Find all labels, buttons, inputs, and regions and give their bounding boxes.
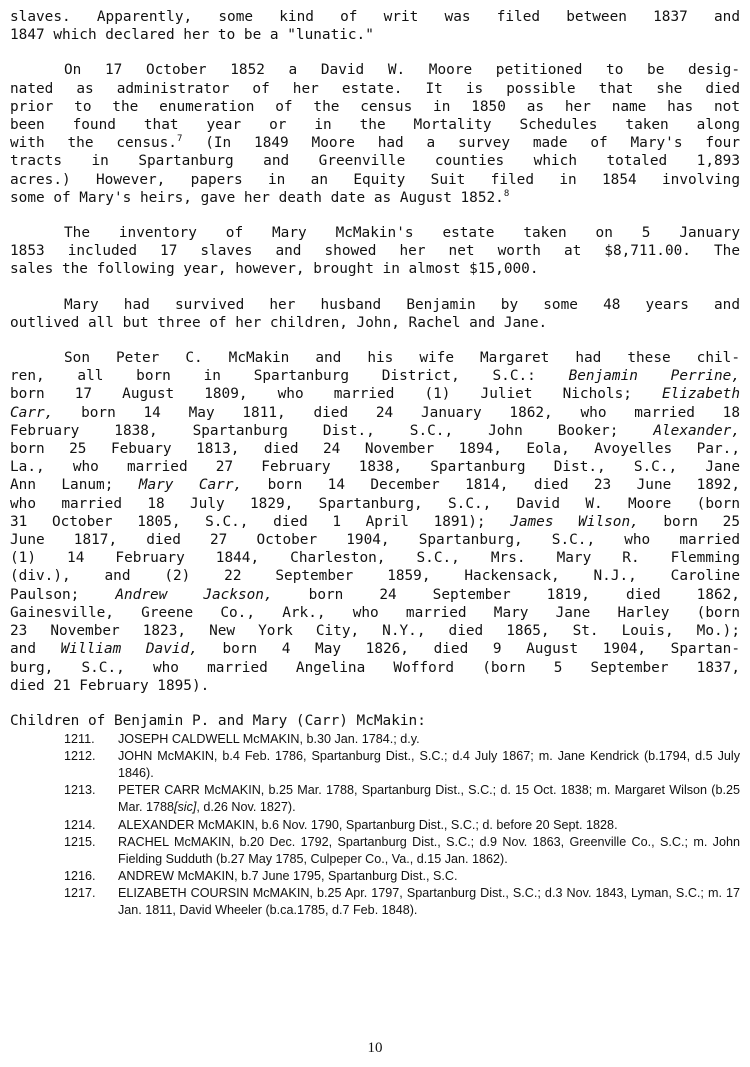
child-name: Alexander, xyxy=(653,422,740,439)
child-name: James Wilson, xyxy=(510,513,639,530)
text-line xyxy=(10,422,740,440)
text-line: Son Peter C. McMakin and his wife Margaret had these chil- xyxy=(64,350,740,367)
child-name: Mary Carr, xyxy=(138,477,243,494)
children-heading: Children of Benjamin P. and Mary (Carr) McMakin: xyxy=(10,712,426,729)
text-line: La., who married 27 February 1838, Spartanburg Dist., S.C., Jane xyxy=(10,459,740,476)
text-segment: some of Mary's heirs, gave her death date as August 1852. xyxy=(10,189,504,206)
entry-text: JOSEPH CALDWELL McMAKIN, b.30 Jan. 1784.; d.y. xyxy=(118,732,420,747)
text-segment: February 1838, Spartanburg Dist., S.C., John Booker; xyxy=(10,422,619,439)
text-line: The inventory of Mary McMakin's estate taken on 5 January xyxy=(64,225,740,242)
list-item xyxy=(64,885,740,919)
entry-text xyxy=(118,782,740,816)
text-line: slaves. Apparently, some kind of writ was filed between 1837 and xyxy=(10,9,740,25)
text-line: sales the following year, however, brought in almost $15,000. xyxy=(10,261,539,278)
entry-number: 1214. xyxy=(64,817,96,832)
entry-number: 1211. xyxy=(64,732,95,747)
entry-number: 1216. xyxy=(64,868,96,883)
document-page xyxy=(10,8,740,919)
entry-text: ELIZABETH COURSIN McMAKIN, b.25 Apr. 1797, Spartanburg Dist., S.C.; d.3 Nov. 1843, Lyman, S.C.; m. 17 Jan. 1811, David Wheeler (b.ca.1785, d.7 Feb. 1848). xyxy=(118,885,740,918)
text-segment: PETER CARR McMAKIN, b.25 Mar. 1788, Spartanburg Dist., S.C.; d. 15 Oct. 1838; m. Margaret Wilson (b.25 Mar. 1788 xyxy=(118,783,740,815)
text-line: 23 November 1823, New York City, N.Y., died 1865, St. Louis, Mo.); xyxy=(10,623,740,640)
list-item xyxy=(64,834,740,868)
text-line: June 1817, died 27 October 1904, Spartanburg, S.C., who married xyxy=(10,532,740,549)
text-line: acres.) However, papers in an Equity Suit filed in 1854 involving xyxy=(10,171,740,188)
entry-number: 1217. xyxy=(64,885,96,900)
list-item xyxy=(64,782,740,816)
paragraph-lunatic-writ xyxy=(10,8,740,44)
child-name: Elizabeth xyxy=(662,386,740,403)
paragraph-peter-children xyxy=(10,349,740,695)
entry-text: JOHN McMAKIN, b.4 Feb. 1786, Spartanburg Dist., S.C.; d.4 July 1867; m. Jane Kendrick (b.1794, d.5 July 1846). xyxy=(118,749,740,781)
text-segment: born 24 September 1819, died 1862, xyxy=(272,586,740,603)
text-segment: , d.26 Nov. 1827). xyxy=(196,800,296,815)
text-line: nated as administrator of her estate. It is possible that she died xyxy=(10,80,740,97)
text-line: 1853 included 17 slaves and showed her net worth at $8,711.00. The xyxy=(10,243,740,260)
child-name: William David, xyxy=(60,641,198,658)
children-list xyxy=(10,731,740,919)
text-line xyxy=(10,586,740,604)
text-line xyxy=(10,476,740,494)
paragraph-survived xyxy=(10,296,740,332)
text-segment: born 17 August 1809, who married (1) Juliet Nichols; xyxy=(10,386,632,403)
text-line: Mary had survived her husband Benjamin by some 48 years and xyxy=(64,296,740,313)
child-name: Carr, xyxy=(10,404,54,421)
paragraph-administrator xyxy=(10,61,740,207)
child-name: Andrew Jackson, xyxy=(115,586,273,603)
paragraph-inventory xyxy=(10,224,740,279)
list-item xyxy=(64,748,740,782)
entry-text: RACHEL McMAKIN, b.20 Dec. 1792, Spartanburg Dist., S.C.; d.9 Nov. 1863, Greenville Co., S.C.; m. John Fielding Sudduth (b.27 May 1785, Culpeper Co., Va., d.15 Jan. 1862). xyxy=(118,834,740,866)
text-line: born 25 Febuary 1813, died 24 November 1894, Eola, Avoyelles Par., xyxy=(10,441,740,458)
text-line xyxy=(10,385,740,403)
text-line xyxy=(10,513,740,531)
text-line: On 17 October 1852 a David W. Moore petitioned to be desig- xyxy=(64,62,740,79)
entry-text: ALEXANDER McMAKIN, b.6 Nov. 1790, Spartanburg Dist., S.C.; d. before 20 Sept. 1828. xyxy=(118,817,618,832)
page-number: 10 xyxy=(367,1040,383,1056)
text-segment: born 25 xyxy=(638,513,740,530)
text-line: been found that year or in the Mortality Schedules taken along xyxy=(10,117,740,134)
text-line: tracts in Spartanburg and Greenville counties which totaled 1,893 xyxy=(10,153,740,170)
text-line: (1) 14 February 1844, Charleston, S.C., Mrs. Mary R. Flemming xyxy=(10,550,740,567)
text-segment: Ann Lanum; xyxy=(10,477,114,494)
text-line: Gainesville, Greene Co., Ark., who married Mary Jane Harley (born xyxy=(10,604,740,621)
text-line: (div.), and (2) 22 September 1859, Hackensack, N.J., Caroline xyxy=(10,568,740,585)
text-line xyxy=(10,189,740,207)
text-segment: born 14 May 1811, died 24 January 1862, who married 18 xyxy=(53,404,740,421)
text-line xyxy=(10,134,740,152)
footnote-marker: 8 xyxy=(503,189,510,200)
text-segment: born 4 May 1826, died 9 August 1904, Spartan- xyxy=(197,641,740,658)
footnote-marker: 7 xyxy=(176,134,183,145)
entry-text: ANDREW McMAKIN, b.7 June 1795, Spartanburg Dist., S.C. xyxy=(118,868,458,883)
text-segment: (In 1849 Moore had a survey made of Mary's four xyxy=(182,135,740,152)
text-segment: with the census. xyxy=(10,135,177,152)
list-item xyxy=(64,868,740,885)
entry-number: 1212. xyxy=(64,749,96,764)
text-segment: Paulson; xyxy=(10,586,80,603)
text-line xyxy=(10,404,740,422)
list-item xyxy=(64,817,740,834)
text-line: outlived all but three of her children, John, Rachel and Jane. xyxy=(10,314,548,331)
text-line: burg, S.C., who married Angelina Wofford (born 5 September 1837, xyxy=(10,659,740,676)
text-segment: 31 October 1805, S.C., died 1 April 1891); xyxy=(10,513,486,530)
text-line: 1847 which declared her to be a "lunatic." xyxy=(10,27,374,44)
text-line xyxy=(10,367,740,385)
text-segment: born 14 December 1814, died 23 June 1892, xyxy=(242,477,740,494)
text-segment: and xyxy=(10,641,36,658)
sic-note: [sic] xyxy=(174,800,197,815)
text-segment: ren, all born in Spartanburg District, S.C.: xyxy=(10,368,536,385)
text-line: prior to the enumeration of the census in 1850 as her name has not xyxy=(10,98,740,115)
text-line: who married 18 July 1829, Spartanburg, S.C., David W. Moore (born xyxy=(10,495,740,512)
child-name: Benjamin Perrine, xyxy=(568,368,740,385)
entry-number: 1215. xyxy=(64,834,96,849)
entry-number: 1213. xyxy=(64,783,96,798)
text-line: died 21 February 1895). xyxy=(10,677,210,694)
list-item xyxy=(64,731,740,748)
text-line xyxy=(10,640,740,658)
